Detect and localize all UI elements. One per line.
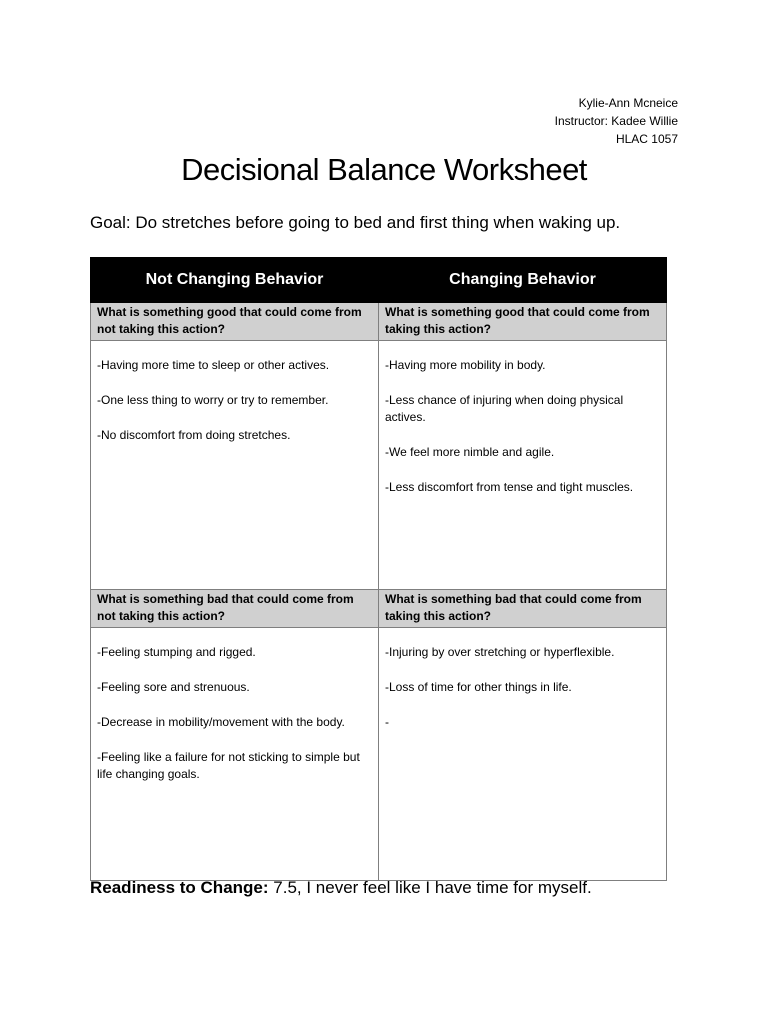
readiness-to-change — [90, 875, 592, 901]
student-name: Kylie-Ann Mcneice — [578, 96, 678, 110]
list-item: -Having more time to sleep or other actives. — [97, 358, 330, 372]
bad-answers-not-changing — [91, 628, 379, 881]
decisional-balance-table — [90, 257, 667, 881]
header-info — [555, 94, 678, 148]
list-item: - — [385, 715, 389, 729]
list-item: -Feeling stumping and rigged. — [97, 645, 256, 659]
list-item: -Less discomfort from tense and tight muscles. — [385, 480, 634, 494]
column-header-not-changing: Not Changing Behavior — [91, 258, 379, 303]
good-answers-row — [91, 341, 667, 590]
goal-statement: Goal: Do stretches before going to bed and first thing when waking up. — [90, 213, 621, 232]
good-question-row — [91, 303, 667, 341]
good-question-not-changing: What is something good that could come from not taking this action? — [91, 303, 379, 341]
good-answers-changing — [379, 341, 667, 590]
good-question-changing: What is something good that could come from taking this action? — [379, 303, 667, 341]
list-item: -Less chance of injuring when doing physical actives. — [385, 393, 624, 424]
readiness-value: 7.5, I never feel like I have time for myself. — [273, 878, 592, 897]
instructor-name: Instructor: Kadee Willie — [554, 114, 678, 128]
readiness-label: Readiness to Change: — [90, 878, 269, 897]
list-item: -Feeling like a failure for not sticking to simple but life changing goals. — [97, 750, 360, 781]
list-item: -No discomfort from doing stretches. — [97, 428, 291, 442]
page-title: Decisional Balance Worksheet — [181, 152, 587, 187]
column-header-changing: Changing Behavior — [379, 258, 667, 303]
good-answers-not-changing — [91, 341, 379, 590]
bad-answers-row — [91, 628, 667, 881]
list-item: -Decrease in mobility/movement with the body. — [97, 715, 345, 729]
bad-answers-changing — [379, 628, 667, 881]
list-item: -One less thing to worry or try to remember. — [97, 393, 329, 407]
list-item: -Loss of time for other things in life. — [385, 680, 572, 694]
bad-question-not-changing: What is something bad that could come from not taking this action? — [91, 590, 379, 628]
bad-question-row — [91, 590, 667, 628]
bad-question-changing: What is something bad that could come from taking this action? — [379, 590, 667, 628]
list-item: -Feeling sore and strenuous. — [97, 680, 250, 694]
table-header-row — [91, 258, 667, 303]
course-code: HLAC 1057 — [615, 132, 678, 146]
list-item: -Having more mobility in body. — [385, 358, 546, 372]
list-item: -Injuring by over stretching or hyperflexible. — [385, 645, 615, 659]
list-item: -We feel more nimble and agile. — [385, 445, 555, 459]
